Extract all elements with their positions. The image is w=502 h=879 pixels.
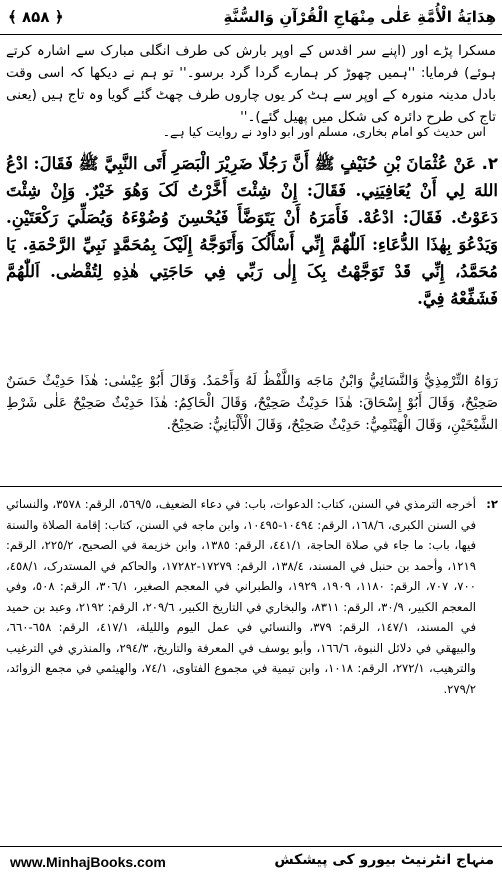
footnote-divider bbox=[0, 486, 502, 487]
hadith-narration-sources: رَوَاهُ التِّرْمِذِيُّ وَالنَّسَائِيُّ وَابْنُ مَاجَه وَاللَّفْظُ لَهُ وَأَحْمَدُ. وَقَالَ أَبُوْ عِيْسٰى: هٰذَا حَدِيْثٌ حَسَنٌ صَحِيْحٌ، وَقَالَ أَبُوْ إِسْحَاقَ: هٰذَا حَدِيْثٌ صَحِيْحٌ، وَقَالَ الْحَاکِمُ: هٰذَا حَدِيْثٌ صَحِيْحٌ عَلٰى شَرْطِ الشَّيْخَيْنِ، وَقَالَ الْهَيْثَمِيُّ: حَدِيْثٌ صَحِيْحٌ، وَقَالَ الْأَلْبَانِيُّ: صَحِيْحٌ. bbox=[6, 373, 498, 433]
urdu-attribution-note: اس حدیث کو امام بخاری، مسلم اور ابو داود نے روایت کیا ہے۔ bbox=[162, 124, 486, 139]
footer-divider bbox=[0, 846, 502, 847]
page-header bbox=[0, 8, 502, 32]
header-divider bbox=[0, 34, 502, 35]
footer-credit: منہاج انٹرنیٹ بیورو کی پیشکش bbox=[274, 852, 494, 868]
hadith-text-block bbox=[6, 150, 498, 312]
hadith-text: عَنْ عُثْمَانَ بْنِ حُنَيْفٍ ﷺ أَنَّ رَجُلًا ضَرِيْرَ الْبَصَرِ أَتَى النَّبِيَّ ﷺ فَقَالَ: ادْعُ اللهَ لِي أَنْ يُعَافِيَنِي. فَقَالَ: إِنْ شِئْتَ أَخَّرْتُ لَکَ وَهُوَ خَيْرٌ. وَإِنْ شِئْتَ دَعَوْتُ. فَقَالَ: ادْعُهْ. فَأَمَرَهُ أَنْ يَتَوَضَّأَ فَيُحْسِنَ وُضُوْءَهُ وَيُصَلِّيَ رَكْعَتَيْنِ. وَيَدْعُوَ بِهٰذَا الدُّعَاءِ: اَللّٰهُمَّ إِنِّي أَسْأَلُکَ وَأَتَوَجَّهُ إِلَيْکَ بِمُحَمَّدٍ نَبِيِّ الرَّحْمَةِ. يَا مُحَمَّدُ، إِنِّي قَدْ تَوَجَّهْتُ بِکَ إِلٰى رَبِّي فِي حَاجَتِي هٰذِهِ لِتُقْضٰى. اَللّٰهُمَّ فَشَفِّعْهُ فِيَّ. bbox=[6, 154, 498, 308]
footer-website-link[interactable]: www.MinhajBooks.com bbox=[10, 854, 166, 870]
footnote-number: ٢: bbox=[486, 497, 498, 511]
footnote-text: أخرجه الترمذي في السنن، کتاب: الدعوات، باب: في دعاء الضعيف، ٥٦٩/٥، الرقم: ٣٥٧٨، والنسائي في السنن الکبرى، ١٦٨/٦، الرقم: ١٠٤٩٤-١٠٤٩٥، وابن ماجه في السنن، کتاب: إقامة الصلاة والسنة فيها، باب: ما جاء في صلاة الحاجة، ٤٤١/١، الرقم: ١٣٨٥، وابن خزيمة في الصحيح، ٢٢٥/٢، الرقم: ١٢١٩، وأحمد بن حنبل في المسند، ١٣٨/٤، الرقم: ١٧٢٧٩-١٧٢٨٢، والحاکم في المستدرک، ٤٥٨/١، ٧٠٠، ٧٠٧، الرقم: ١١٨٠، ١٩٠٩، ١٩٢٩، والطبراني في المعجم الصغير، ٣٠٦/١، الرقم: ٥٠٨، وفي المعجم الکبير، ٣٠/٩، الرقم: ٨٣١١، والبخاري في التاريخ الکبير، ٢٠٩/٦، الرقم: ٢١٩٢، وعبد بن حميد في المسند، ١٤٧/١، الرقم: ٣٧٩، والنسائي في عمل اليوم والليلة، ٤١٧/١، الرقم: ٦٥٨-٦٦٠، والبيهقي في دلائل النبوة، ١٦٦/٦، وأبو يوسف في المعرفة والتاريخ، ٢٩٤/٣، والمنذري في الترغيب والترهيب، ٢٧٢/١، الرقم: ١٠١٨، وابن تيمية في مجموع الفتاوى، ٧٤/١، والهيثمي في مجمع الزوائد، ٢٧٩/٢. bbox=[6, 497, 477, 696]
page-number: ﴿ ۸۵۸ ﴾ bbox=[8, 8, 64, 26]
running-title: هِدَايَةُ الْأُمَّةِ عَلٰى مِنْهَاجِ الْقُرْآنِ وَالسُّنَّةِ bbox=[223, 8, 496, 26]
urdu-paragraph: مسکرا پڑے اور (اپنے سر اقدس کے اوپر بارش کی طرف انگلی مبارک سے اشارہ کرتے ہوئے) فرمایا: ''ہمیں چھوڑ کر ہمارے گردا گرد برسو۔'' تو ہم نے دیکھا کہ اسی وقت بادل مدینہ منورہ کے اوپر سے ہٹ کر یوں چاروں طرف چھٹ گئے گویا وہ تاج ہیں (یعنی تاج کی طرح دائرہ کی شکل میں پھیل گئے)۔'' bbox=[6, 43, 496, 125]
hadith-number: ٢. bbox=[481, 154, 498, 173]
footnote bbox=[6, 494, 498, 699]
